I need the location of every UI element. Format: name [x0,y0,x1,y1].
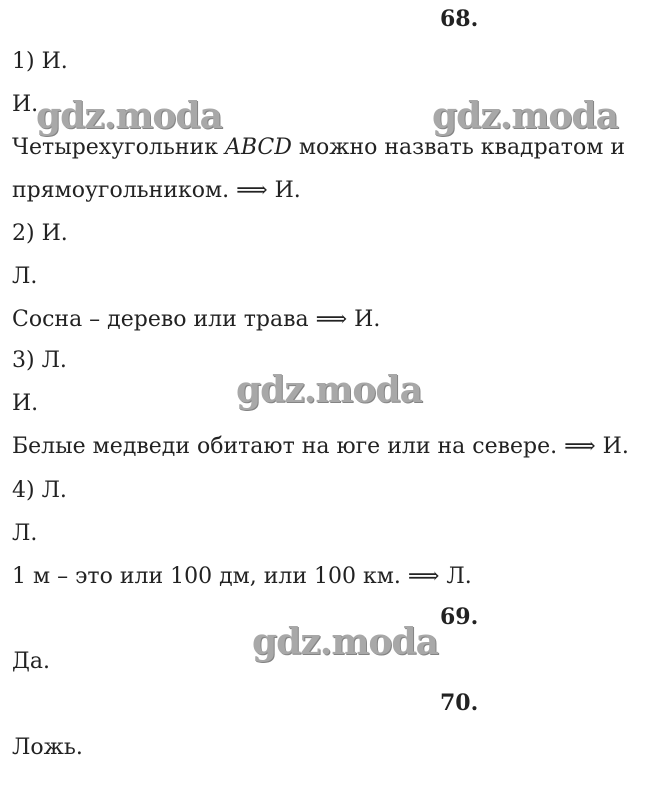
answer-line: 4) Л. [12,478,67,503]
watermark: gdz.moda [236,369,422,411]
answer-line: прямоугольником. ⟹ И. [12,178,301,203]
answer-line: 1) И. [12,49,68,74]
answer-line: Белые медведи обитают на юге или на севере. ⟹ И. [12,434,629,459]
task-number-68: 68. [440,6,479,32]
answer-line: Ложь. [12,735,83,760]
answer-line: Четырехугольник ABCD можно назвать квадратом и [12,135,625,160]
task-number-69: 69. [440,604,479,630]
answer-line: 1 м – это или 100 дм, или 100 км. ⟹ Л. [12,564,472,589]
answer-line: Да. [12,649,50,674]
answer-line: Л. [12,521,38,546]
answer-line: И. [12,92,39,117]
answer-line: И. [12,391,39,416]
answer-line: Сосна – дерево или трава ⟹ И. [12,307,381,332]
answer-line: 3) Л. [12,348,67,373]
watermark: gdz.moda [252,621,438,663]
watermark: gdz.moda [36,95,222,137]
watermark: gdz.moda [432,95,618,137]
answer-line: Л. [12,264,38,289]
answer-line: 2) И. [12,221,68,246]
task-number-70: 70. [440,690,479,716]
